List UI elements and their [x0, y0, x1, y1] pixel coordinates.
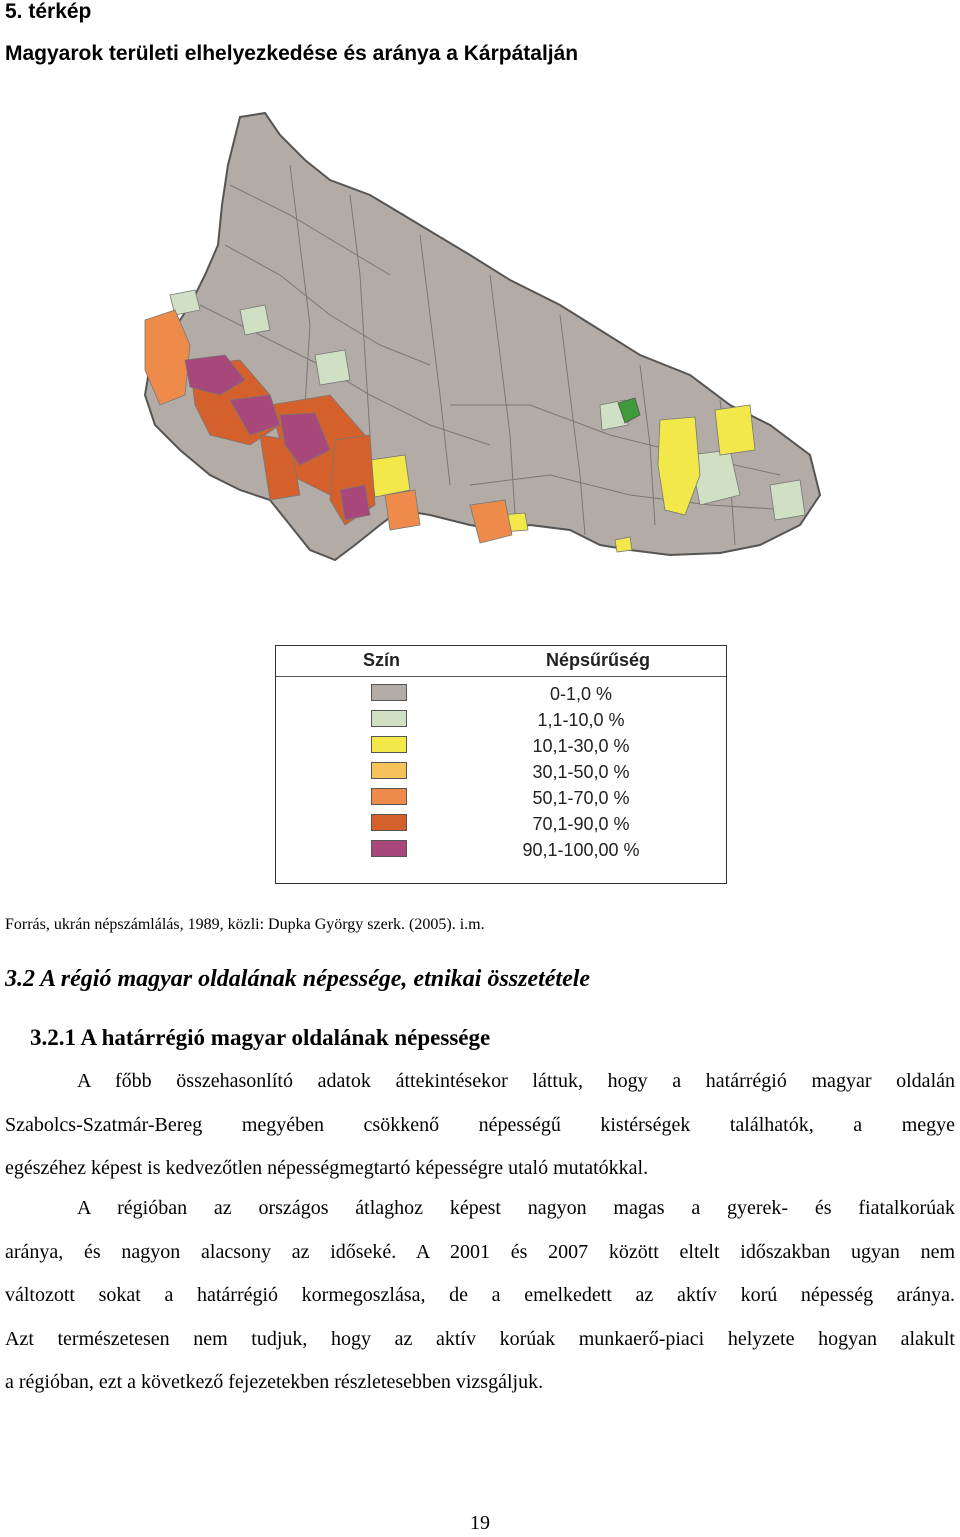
- legend-label: 0-1,0 %: [549, 684, 613, 704]
- text-line: a régióban, ezt a következő fejezetekben részletesebben vizsgáljuk.: [5, 1371, 544, 1393]
- figure-number: 5. térkép: [5, 0, 92, 23]
- legend-swatch: [371, 840, 407, 857]
- legend-swatch: [371, 736, 407, 753]
- legend-label: 30,1-50,0 %: [532, 762, 630, 782]
- legend-label: 90,1-100,00 %: [522, 840, 640, 860]
- legend-row: [276, 710, 726, 732]
- legend-color-header: Szín: [363, 650, 401, 670]
- figure-title: Magyarok területi elhelyezkedése és aránya a Kárpátalján: [5, 42, 579, 65]
- paragraph-1: [5, 1060, 955, 1191]
- legend-swatch: [371, 710, 407, 727]
- text-line: Szabolcs-Szatmár-Bereg megyében csökkenő népességű kistérségek találhatók, a megye: [5, 1113, 955, 1136]
- text-line: A régióban az országos átlaghoz képest nagyon magas a gyerek- és fiatalkorúak: [77, 1197, 955, 1219]
- text-line: Azt természetesen nem tudjuk, hogy az aktív korúak munkaerő-piaci helyzete hogyan alakult: [5, 1327, 955, 1350]
- legend-label: 70,1-90,0 %: [532, 814, 630, 834]
- page-number: 19: [470, 1512, 490, 1534]
- legend-row: [276, 762, 726, 784]
- legend-swatch: [371, 788, 407, 805]
- ethnic-map: [130, 105, 830, 575]
- legend-swatch: [371, 684, 407, 701]
- paragraph-2: [5, 1187, 955, 1405]
- legend-label: 50,1-70,0 %: [532, 788, 630, 808]
- legend-swatch: [371, 814, 407, 831]
- text-line: egészéhez képest is kedvezőtlen népességmegtartó képességre utaló mutatókkal.: [5, 1157, 649, 1179]
- text-line: aránya, és nagyon alacsony az időseké. A 2001 és 2007 között eltelt időszakban ugyan nem: [5, 1240, 955, 1263]
- legend-divider: [276, 676, 726, 677]
- text-line: változott sokat a határrégió kormegoszlása, de a emelkedett az aktív korú népesség aránya.: [5, 1284, 955, 1306]
- legend-row: [276, 788, 726, 810]
- legend-swatch: [371, 762, 407, 779]
- legend-density-header: Népsűrűség: [546, 650, 651, 670]
- legend-row: [276, 684, 726, 706]
- map-graphic: [130, 105, 830, 575]
- legend-label: 10,1-30,0 %: [532, 736, 630, 756]
- legend-label: 1,1-10,0 %: [537, 710, 625, 730]
- section-heading: 3.2 A régió magyar oldalának népessége, etnikai összetétele: [5, 966, 591, 992]
- map-legend: [275, 645, 727, 884]
- legend-row: [276, 840, 726, 862]
- text-line: A főbb összehasonlító adatok áttekintésekor láttuk, hogy a határrégió magyar oldalán: [77, 1070, 955, 1092]
- legend-row: [276, 736, 726, 758]
- subsection-heading: 3.2.1 A határrégió magyar oldalának népessége: [30, 1025, 491, 1050]
- legend-row: [276, 814, 726, 836]
- source-note: Forrás, ukrán népszámlálás, 1989, közli: Dupka György szerk. (2005). i.m.: [5, 916, 485, 933]
